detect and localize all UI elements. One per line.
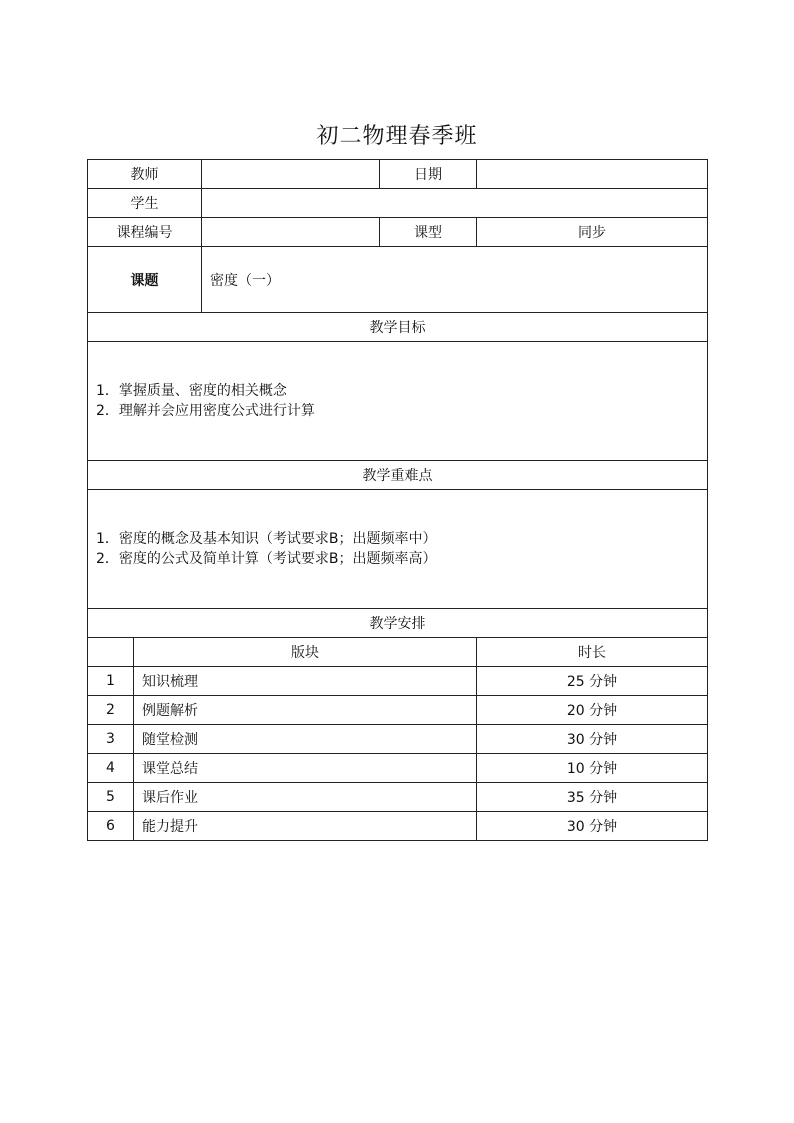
row-duration: 30 分钟	[477, 812, 708, 841]
topic-field[interactable]: 密度（一）	[202, 247, 708, 313]
student-row	[88, 189, 708, 218]
row-index: 3	[88, 725, 134, 754]
row-block: 例题解析	[134, 696, 477, 725]
teacher-field[interactable]	[202, 160, 380, 189]
schedule-col-duration: 时长	[477, 638, 708, 667]
table-row	[88, 754, 708, 783]
key-points-content[interactable]	[88, 490, 708, 609]
teacher-row	[88, 160, 708, 189]
topic-row	[88, 247, 708, 313]
page-title: 初二物理春季班	[316, 124, 478, 149]
objective-item: 2．理解并会应用密度公式进行计算	[96, 403, 315, 419]
schedule-col-block: 版块	[134, 638, 477, 667]
schedule-header-row	[88, 638, 708, 667]
course-type-label: 课型	[380, 218, 477, 247]
row-block: 课后作业	[134, 783, 477, 812]
row-duration: 25 分钟	[477, 667, 708, 696]
row-duration: 35 分钟	[477, 783, 708, 812]
table-row	[88, 812, 708, 841]
course-row	[88, 218, 708, 247]
row-index: 1	[88, 667, 134, 696]
key-points-heading: 教学重难点	[88, 461, 708, 490]
student-field[interactable]	[202, 189, 708, 218]
objectives-heading-row	[88, 313, 708, 342]
objectives-heading: 教学目标	[88, 313, 708, 342]
table-row	[88, 696, 708, 725]
row-index: 4	[88, 754, 134, 783]
row-block: 能力提升	[134, 812, 477, 841]
key-points-heading-row	[88, 461, 708, 490]
table-row	[88, 667, 708, 696]
schedule-heading-row	[88, 609, 708, 638]
row-block: 随堂检测	[134, 725, 477, 754]
student-label: 学生	[88, 189, 202, 218]
table-row	[88, 783, 708, 812]
objectives-content[interactable]	[88, 342, 708, 461]
course-type-field[interactable]: 同步	[477, 218, 708, 247]
date-field[interactable]	[477, 160, 708, 189]
date-label: 日期	[380, 160, 477, 189]
row-block: 知识梳理	[134, 667, 477, 696]
row-index: 2	[88, 696, 134, 725]
course-no-field[interactable]	[202, 218, 380, 247]
key-point-item: 2．密度的公式及简单计算（考试要求B；出题频率高）	[96, 551, 437, 567]
row-duration: 30 分钟	[477, 725, 708, 754]
schedule-heading: 教学安排	[88, 609, 708, 638]
course-no-label: 课程编号	[88, 218, 202, 247]
objectives-content-row	[88, 342, 708, 461]
schedule-col-index	[88, 638, 134, 667]
lesson-plan-table	[87, 159, 708, 841]
key-points-content-row	[88, 490, 708, 609]
teacher-label: 教师	[88, 160, 202, 189]
topic-label: 课题	[88, 247, 202, 313]
row-index: 5	[88, 783, 134, 812]
row-index: 6	[88, 812, 134, 841]
table-row	[88, 725, 708, 754]
row-block: 课堂总结	[134, 754, 477, 783]
row-duration: 10 分钟	[477, 754, 708, 783]
objective-item: 1．掌握质量、密度的相关概念	[96, 383, 287, 399]
key-point-item: 1．密度的概念及基本知识（考试要求B；出题频率中）	[96, 531, 437, 547]
row-duration: 20 分钟	[477, 696, 708, 725]
